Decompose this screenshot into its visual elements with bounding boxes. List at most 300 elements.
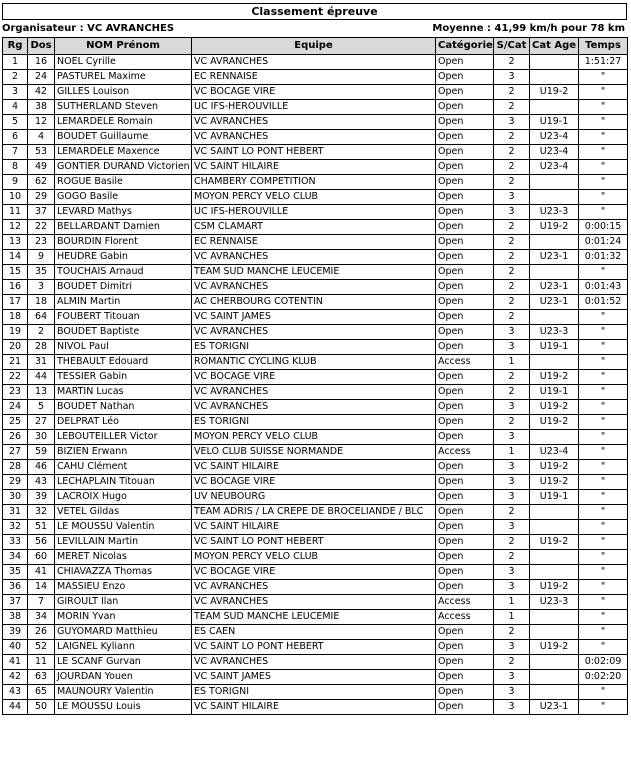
cell-bib: 12 bbox=[28, 115, 55, 130]
cell-bib: 34 bbox=[28, 610, 55, 625]
cell-subcat: 3 bbox=[494, 475, 530, 490]
cell-subcat: 3 bbox=[494, 565, 530, 580]
cell-rank: 23 bbox=[3, 385, 28, 400]
header-rank: Rg bbox=[3, 38, 28, 55]
cell-bib: 56 bbox=[28, 535, 55, 550]
cell-rank: 43 bbox=[3, 685, 28, 700]
cell-category: Open bbox=[436, 55, 494, 70]
cell-team: VC SAINT LO PONT HEBERT bbox=[192, 535, 436, 550]
cell-name: LAIGNEL Kyliann bbox=[55, 640, 192, 655]
cell-name: ROGUE Basile bbox=[55, 175, 192, 190]
table-row bbox=[3, 535, 628, 550]
cell-category: Open bbox=[436, 340, 494, 355]
cell-rank: 42 bbox=[3, 670, 28, 685]
cell-rank: 34 bbox=[3, 550, 28, 565]
cell-name: GILLES Louison bbox=[55, 85, 192, 100]
cell-name: LE MOUSSU Valentin bbox=[55, 520, 192, 535]
cell-rank: 10 bbox=[3, 190, 28, 205]
cell-team: ES TORIGNI bbox=[192, 415, 436, 430]
cell-name: MARTIN Lucas bbox=[55, 385, 192, 400]
cell-rank: 29 bbox=[3, 475, 28, 490]
cell-category: Open bbox=[436, 520, 494, 535]
cell-time: " bbox=[579, 505, 628, 520]
cell-time: " bbox=[579, 535, 628, 550]
cell-category: Open bbox=[436, 220, 494, 235]
table-row bbox=[3, 325, 628, 340]
cell-subcat: 2 bbox=[494, 415, 530, 430]
cell-time: 0:01:32 bbox=[579, 250, 628, 265]
cell-category: Open bbox=[436, 700, 494, 715]
cell-time: " bbox=[579, 700, 628, 715]
cell-agecat bbox=[530, 550, 579, 565]
cell-subcat: 2 bbox=[494, 535, 530, 550]
cell-category: Open bbox=[436, 205, 494, 220]
cell-time: " bbox=[579, 325, 628, 340]
cell-rank: 16 bbox=[3, 280, 28, 295]
cell-name: LE MOUSSU Louis bbox=[55, 700, 192, 715]
cell-name: BELLARDANT Damien bbox=[55, 220, 192, 235]
cell-bib: 30 bbox=[28, 430, 55, 445]
cell-bib: 13 bbox=[28, 385, 55, 400]
cell-category: Open bbox=[436, 640, 494, 655]
cell-agecat: U23-4 bbox=[530, 445, 579, 460]
cell-rank: 8 bbox=[3, 160, 28, 175]
table-row bbox=[3, 265, 628, 280]
table-row bbox=[3, 85, 628, 100]
cell-subcat: 3 bbox=[494, 340, 530, 355]
cell-category: Access bbox=[436, 595, 494, 610]
table-row bbox=[3, 340, 628, 355]
cell-bib: 9 bbox=[28, 250, 55, 265]
organizer-label: Organisateur : VC AVRANCHES bbox=[2, 23, 175, 34]
cell-rank: 44 bbox=[3, 700, 28, 715]
cell-bib: 28 bbox=[28, 340, 55, 355]
cell-team: VC BOCAGE VIRE bbox=[192, 565, 436, 580]
cell-subcat: 3 bbox=[494, 430, 530, 445]
cell-time: 0:01:52 bbox=[579, 295, 628, 310]
cell-team: UV NEUBOURG bbox=[192, 490, 436, 505]
cell-subcat: 2 bbox=[494, 625, 530, 640]
cell-subcat: 3 bbox=[494, 325, 530, 340]
cell-time: " bbox=[579, 445, 628, 460]
cell-name: HEUDRE Gabin bbox=[55, 250, 192, 265]
cell-name: MAUNOURY Valentin bbox=[55, 685, 192, 700]
cell-subcat: 3 bbox=[494, 70, 530, 85]
cell-agecat: U23-1 bbox=[530, 700, 579, 715]
cell-team: VC SAINT LO PONT HEBERT bbox=[192, 640, 436, 655]
cell-team: TEAM ADRIS / LA CREPE DE BROCELIANDE / BLC bbox=[192, 505, 436, 520]
cell-name: TOUCHAIS Arnaud bbox=[55, 265, 192, 280]
cell-category: Open bbox=[436, 535, 494, 550]
cell-subcat: 2 bbox=[494, 100, 530, 115]
cell-time: " bbox=[579, 610, 628, 625]
cell-bib: 53 bbox=[28, 145, 55, 160]
cell-category: Open bbox=[436, 280, 494, 295]
table-row bbox=[3, 160, 628, 175]
cell-name: BOUDET Dimitri bbox=[55, 280, 192, 295]
cell-team: VC AVRANCHES bbox=[192, 400, 436, 415]
cell-name: MORIN Yvan bbox=[55, 610, 192, 625]
cell-rank: 37 bbox=[3, 595, 28, 610]
table-row bbox=[3, 130, 628, 145]
cell-category: Open bbox=[436, 175, 494, 190]
cell-team: ES TORIGNI bbox=[192, 685, 436, 700]
cell-name: BOURDIN Florent bbox=[55, 235, 192, 250]
table-row bbox=[3, 670, 628, 685]
cell-time: " bbox=[579, 565, 628, 580]
cell-category: Open bbox=[436, 265, 494, 280]
header-time: Temps bbox=[579, 38, 628, 55]
cell-bib: 26 bbox=[28, 625, 55, 640]
cell-team: EC RENNAISE bbox=[192, 235, 436, 250]
cell-bib: 43 bbox=[28, 475, 55, 490]
cell-agecat: U23-4 bbox=[530, 160, 579, 175]
cell-team: VC BOCAGE VIRE bbox=[192, 85, 436, 100]
cell-time: " bbox=[579, 175, 628, 190]
cell-agecat bbox=[530, 625, 579, 640]
cell-bib: 59 bbox=[28, 445, 55, 460]
cell-time: " bbox=[579, 580, 628, 595]
cell-time: " bbox=[579, 100, 628, 115]
cell-category: Open bbox=[436, 145, 494, 160]
cell-category: Open bbox=[436, 430, 494, 445]
cell-rank: 32 bbox=[3, 520, 28, 535]
table-row bbox=[3, 400, 628, 415]
cell-team: VC AVRANCHES bbox=[192, 115, 436, 130]
cell-agecat: U23-1 bbox=[530, 250, 579, 265]
header-name: NOM Prénom bbox=[55, 38, 192, 55]
cell-category: Open bbox=[436, 580, 494, 595]
cell-time: " bbox=[579, 355, 628, 370]
cell-team: TEAM SUD MANCHE LEUCEMIE bbox=[192, 610, 436, 625]
cell-name: BOUDET Baptiste bbox=[55, 325, 192, 340]
cell-bib: 7 bbox=[28, 595, 55, 610]
cell-category: Open bbox=[436, 550, 494, 565]
cell-agecat: U19-2 bbox=[530, 370, 579, 385]
cell-agecat: U23-4 bbox=[530, 145, 579, 160]
cell-category: Open bbox=[436, 370, 494, 385]
header-bib: Dos bbox=[28, 38, 55, 55]
race-info bbox=[2, 22, 627, 36]
cell-team: VELO CLUB SUISSE NORMANDE bbox=[192, 445, 436, 460]
table-row bbox=[3, 445, 628, 460]
cell-bib: 37 bbox=[28, 205, 55, 220]
cell-agecat: U19-2 bbox=[530, 415, 579, 430]
cell-subcat: 2 bbox=[494, 280, 530, 295]
cell-bib: 50 bbox=[28, 700, 55, 715]
cell-subcat: 3 bbox=[494, 115, 530, 130]
cell-team: VC SAINT HILAIRE bbox=[192, 700, 436, 715]
cell-agecat: U19-1 bbox=[530, 490, 579, 505]
cell-subcat: 3 bbox=[494, 490, 530, 505]
cell-subcat: 1 bbox=[494, 445, 530, 460]
cell-team: VC SAINT JAMES bbox=[192, 310, 436, 325]
cell-name: PASTUREL Maxime bbox=[55, 70, 192, 85]
table-row bbox=[3, 475, 628, 490]
cell-team: VC AVRANCHES bbox=[192, 250, 436, 265]
cell-name: ALMIN Martin bbox=[55, 295, 192, 310]
cell-bib: 14 bbox=[28, 580, 55, 595]
cell-bib: 5 bbox=[28, 400, 55, 415]
cell-team: VC AVRANCHES bbox=[192, 325, 436, 340]
table-row bbox=[3, 280, 628, 295]
cell-team: VC AVRANCHES bbox=[192, 130, 436, 145]
cell-name: TESSIER Gabin bbox=[55, 370, 192, 385]
cell-time: " bbox=[579, 70, 628, 85]
cell-rank: 19 bbox=[3, 325, 28, 340]
cell-rank: 5 bbox=[3, 115, 28, 130]
cell-name: LEMARDELE Maxence bbox=[55, 145, 192, 160]
cell-agecat: U23-3 bbox=[530, 595, 579, 610]
table-row bbox=[3, 430, 628, 445]
cell-agecat: U19-2 bbox=[530, 640, 579, 655]
cell-name: LE SCANF Gurvan bbox=[55, 655, 192, 670]
cell-bib: 42 bbox=[28, 85, 55, 100]
cell-agecat bbox=[530, 190, 579, 205]
cell-rank: 18 bbox=[3, 310, 28, 325]
cell-category: Open bbox=[436, 670, 494, 685]
cell-team: VC BOCAGE VIRE bbox=[192, 475, 436, 490]
cell-time: " bbox=[579, 85, 628, 100]
cell-subcat: 2 bbox=[494, 250, 530, 265]
header-agecat: Cat Age bbox=[530, 38, 579, 55]
cell-subcat: 2 bbox=[494, 550, 530, 565]
cell-category: Open bbox=[436, 115, 494, 130]
cell-category: Open bbox=[436, 310, 494, 325]
cell-agecat: U19-1 bbox=[530, 340, 579, 355]
cell-subcat: 2 bbox=[494, 85, 530, 100]
cell-bib: 62 bbox=[28, 175, 55, 190]
cell-category: Open bbox=[436, 415, 494, 430]
table-row bbox=[3, 145, 628, 160]
cell-subcat: 2 bbox=[494, 145, 530, 160]
cell-rank: 11 bbox=[3, 205, 28, 220]
cell-bib: 63 bbox=[28, 670, 55, 685]
cell-team: UC IFS-HEROUVILLE bbox=[192, 100, 436, 115]
cell-category: Open bbox=[436, 70, 494, 85]
cell-rank: 21 bbox=[3, 355, 28, 370]
cell-agecat: U23-4 bbox=[530, 130, 579, 145]
cell-team: ROMANTIC CYCLING KLUB bbox=[192, 355, 436, 370]
cell-category: Access bbox=[436, 610, 494, 625]
cell-rank: 40 bbox=[3, 640, 28, 655]
cell-agecat: U23-3 bbox=[530, 205, 579, 220]
cell-name: BOUDET Guillaume bbox=[55, 130, 192, 145]
cell-name: SUTHERLAND Steven bbox=[55, 100, 192, 115]
cell-category: Open bbox=[436, 460, 494, 475]
cell-subcat: 2 bbox=[494, 220, 530, 235]
cell-team: VC SAINT HILAIRE bbox=[192, 460, 436, 475]
cell-subcat: 3 bbox=[494, 640, 530, 655]
table-row bbox=[3, 355, 628, 370]
cell-rank: 20 bbox=[3, 340, 28, 355]
table-row bbox=[3, 250, 628, 265]
cell-rank: 4 bbox=[3, 100, 28, 115]
cell-team: MOYON PERCY VELO CLUB bbox=[192, 190, 436, 205]
cell-time: " bbox=[579, 310, 628, 325]
cell-category: Open bbox=[436, 400, 494, 415]
cell-subcat: 3 bbox=[494, 205, 530, 220]
cell-rank: 6 bbox=[3, 130, 28, 145]
cell-bib: 23 bbox=[28, 235, 55, 250]
cell-agecat bbox=[530, 520, 579, 535]
cell-agecat bbox=[530, 70, 579, 85]
cell-time: " bbox=[579, 130, 628, 145]
cell-agecat bbox=[530, 610, 579, 625]
cell-agecat: U19-1 bbox=[530, 385, 579, 400]
cell-rank: 2 bbox=[3, 70, 28, 85]
cell-bib: 46 bbox=[28, 460, 55, 475]
cell-bib: 16 bbox=[28, 55, 55, 70]
cell-category: Open bbox=[436, 565, 494, 580]
cell-bib: 38 bbox=[28, 100, 55, 115]
cell-name: LEVILLAIN Martin bbox=[55, 535, 192, 550]
cell-team: UC IFS-HEROUVILLE bbox=[192, 205, 436, 220]
cell-rank: 25 bbox=[3, 415, 28, 430]
cell-bib: 11 bbox=[28, 655, 55, 670]
cell-category: Open bbox=[436, 385, 494, 400]
table-row bbox=[3, 550, 628, 565]
cell-bib: 4 bbox=[28, 130, 55, 145]
cell-rank: 36 bbox=[3, 580, 28, 595]
cell-time: 0:00:15 bbox=[579, 220, 628, 235]
cell-subcat: 2 bbox=[494, 175, 530, 190]
cell-subcat: 2 bbox=[494, 505, 530, 520]
cell-bib: 32 bbox=[28, 505, 55, 520]
cell-agecat: U23-1 bbox=[530, 295, 579, 310]
cell-time: " bbox=[579, 640, 628, 655]
cell-rank: 13 bbox=[3, 235, 28, 250]
cell-agecat bbox=[530, 100, 579, 115]
cell-bib: 29 bbox=[28, 190, 55, 205]
header-subcat: S/Cat bbox=[494, 38, 530, 55]
cell-agecat bbox=[530, 565, 579, 580]
cell-time: 0:01:24 bbox=[579, 235, 628, 250]
cell-rank: 38 bbox=[3, 610, 28, 625]
table-row bbox=[3, 505, 628, 520]
cell-category: Access bbox=[436, 445, 494, 460]
cell-name: GONTIER DURAND Victorien bbox=[55, 160, 192, 175]
cell-agecat bbox=[530, 355, 579, 370]
cell-name: VETEL Gildas bbox=[55, 505, 192, 520]
cell-rank: 35 bbox=[3, 565, 28, 580]
cell-bib: 64 bbox=[28, 310, 55, 325]
cell-time: " bbox=[579, 115, 628, 130]
cell-rank: 17 bbox=[3, 295, 28, 310]
cell-time: " bbox=[579, 430, 628, 445]
table-row bbox=[3, 310, 628, 325]
cell-name: GIROULT Ilan bbox=[55, 595, 192, 610]
cell-time: " bbox=[579, 520, 628, 535]
table-row bbox=[3, 70, 628, 85]
cell-category: Open bbox=[436, 685, 494, 700]
cell-team: VC AVRANCHES bbox=[192, 655, 436, 670]
cell-category: Open bbox=[436, 160, 494, 175]
cell-team: AC CHERBOURG COTENTIN bbox=[192, 295, 436, 310]
cell-time: 1:51:27 bbox=[579, 55, 628, 70]
cell-bib: 22 bbox=[28, 220, 55, 235]
cell-subcat: 2 bbox=[494, 55, 530, 70]
cell-subcat: 1 bbox=[494, 610, 530, 625]
cell-name: GUYOMARD Matthieu bbox=[55, 625, 192, 640]
cell-rank: 22 bbox=[3, 370, 28, 385]
cell-time: " bbox=[579, 685, 628, 700]
cell-agecat: U19-2 bbox=[530, 475, 579, 490]
cell-team: VC AVRANCHES bbox=[192, 55, 436, 70]
cell-rank: 30 bbox=[3, 490, 28, 505]
cell-category: Open bbox=[436, 625, 494, 640]
cell-rank: 39 bbox=[3, 625, 28, 640]
cell-bib: 44 bbox=[28, 370, 55, 385]
cell-category: Open bbox=[436, 295, 494, 310]
table-row bbox=[3, 700, 628, 715]
cell-agecat bbox=[530, 55, 579, 70]
cell-rank: 12 bbox=[3, 220, 28, 235]
cell-name: THEBAULT Edouard bbox=[55, 355, 192, 370]
cell-bib: 41 bbox=[28, 565, 55, 580]
cell-team: VC AVRANCHES bbox=[192, 580, 436, 595]
cell-agecat bbox=[530, 175, 579, 190]
cell-agecat: U19-2 bbox=[530, 85, 579, 100]
cell-name: NOEL Cyrille bbox=[55, 55, 192, 70]
cell-category: Open bbox=[436, 250, 494, 265]
cell-category: Open bbox=[436, 235, 494, 250]
cell-team: TEAM SUD MANCHE LEUCEMIE bbox=[192, 265, 436, 280]
cell-team: VC SAINT HILAIRE bbox=[192, 520, 436, 535]
cell-name: GOGO Basile bbox=[55, 190, 192, 205]
cell-category: Access bbox=[436, 355, 494, 370]
table-row bbox=[3, 385, 628, 400]
cell-team: MOYON PERCY VELO CLUB bbox=[192, 430, 436, 445]
cell-name: LACROIX Hugo bbox=[55, 490, 192, 505]
cell-agecat: U19-1 bbox=[530, 115, 579, 130]
cell-agecat bbox=[530, 670, 579, 685]
cell-agecat bbox=[530, 505, 579, 520]
cell-time: 0:02:09 bbox=[579, 655, 628, 670]
cell-subcat: 2 bbox=[494, 160, 530, 175]
cell-team: VC SAINT LO PONT HEBERT bbox=[192, 145, 436, 160]
cell-name: CHIAVAZZA Thomas bbox=[55, 565, 192, 580]
cell-team: MOYON PERCY VELO CLUB bbox=[192, 550, 436, 565]
cell-subcat: 2 bbox=[494, 235, 530, 250]
cell-agecat: U19-2 bbox=[530, 400, 579, 415]
cell-subcat: 2 bbox=[494, 265, 530, 280]
cell-team: VC AVRANCHES bbox=[192, 280, 436, 295]
cell-name: LEVARD Mathys bbox=[55, 205, 192, 220]
cell-bib: 51 bbox=[28, 520, 55, 535]
cell-subcat: 2 bbox=[494, 385, 530, 400]
cell-subcat: 2 bbox=[494, 310, 530, 325]
cell-bib: 39 bbox=[28, 490, 55, 505]
cell-category: Open bbox=[436, 190, 494, 205]
cell-time: " bbox=[579, 460, 628, 475]
results-table bbox=[2, 37, 628, 715]
cell-time: " bbox=[579, 475, 628, 490]
cell-team: VC BOCAGE VIRE bbox=[192, 370, 436, 385]
cell-bib: 35 bbox=[28, 265, 55, 280]
cell-time: " bbox=[579, 265, 628, 280]
table-row bbox=[3, 205, 628, 220]
cell-bib: 27 bbox=[28, 415, 55, 430]
cell-team: ES CAEN bbox=[192, 625, 436, 640]
cell-agecat bbox=[530, 265, 579, 280]
cell-rank: 26 bbox=[3, 430, 28, 445]
cell-time: " bbox=[579, 415, 628, 430]
cell-bib: 3 bbox=[28, 280, 55, 295]
cell-bib: 60 bbox=[28, 550, 55, 565]
table-row bbox=[3, 235, 628, 250]
table-row bbox=[3, 625, 628, 640]
